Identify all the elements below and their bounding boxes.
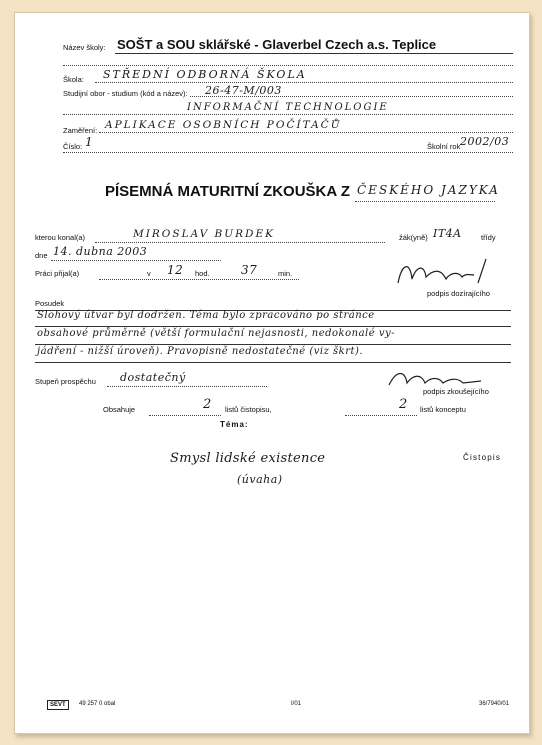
date-underline	[51, 260, 221, 261]
subject-underline	[355, 201, 495, 202]
review-line-3: jádření - nižší úroveň). Pravopisně nedostatečné (viz škrt).	[37, 346, 364, 357]
topic-line-1: Smysl lidské existence	[170, 451, 326, 466]
field-code-underline	[190, 96, 513, 97]
clean-copy-label: Čistopis	[463, 453, 502, 462]
contains-label: Obsahuje	[103, 405, 136, 414]
exam-sheet	[14, 12, 530, 734]
year-value: 2002/03	[460, 135, 510, 148]
hour-label: hod.	[195, 269, 210, 278]
exam-subject: ČESKÉHO JAZYKA	[357, 183, 500, 197]
class-label: žák(yně)	[399, 233, 428, 242]
topic-line-2: (úvaha)	[237, 473, 283, 486]
name-underline	[95, 242, 385, 243]
year-label: Školní rok	[427, 142, 461, 151]
draft-count: 2	[399, 397, 408, 412]
draft-label: listů konceptu	[420, 405, 466, 414]
time-underline	[99, 279, 299, 280]
focus-label: Zaměření:	[63, 126, 98, 135]
review-rule-4	[35, 362, 511, 363]
field-code: 26-47-M/003	[205, 84, 282, 97]
footer-page-ref: I/01	[291, 701, 302, 707]
class-value: IT4A	[433, 227, 462, 240]
examiner-sig-label: podpis zkoušejícího	[423, 387, 489, 396]
hour-value: 12	[167, 263, 184, 277]
date-value: 14. dubna 2003	[53, 245, 148, 258]
topic-label: Téma:	[220, 420, 249, 429]
date-label: dne	[35, 251, 48, 260]
number-label: Číslo:	[63, 142, 83, 151]
number-value: 1	[85, 135, 94, 149]
field-name-underline	[63, 114, 513, 115]
grade-value: dostatečný	[120, 371, 186, 384]
focus-underline	[99, 132, 513, 133]
school-underline	[95, 82, 513, 83]
clean-count-underline	[149, 415, 221, 416]
class-suffix: třídy	[481, 233, 496, 242]
minute-label: min.	[278, 269, 293, 278]
footer-doc-ref: 36/7940/01	[479, 701, 510, 707]
school-name-underline	[115, 53, 513, 54]
received-at: v	[147, 269, 151, 278]
draft-count-underline	[345, 415, 417, 416]
clean-label: listů čistopisu,	[225, 405, 272, 414]
focus-value: APLIKACE OSOBNÍCH POČÍTAČŮ	[105, 119, 342, 131]
clean-count: 2	[203, 397, 212, 412]
school-value: STŘEDNÍ ODBORNÁ ŠKOLA	[103, 68, 307, 81]
review-line-1: Slohový útvar byl dodržen. Téma bylo zpracováno po stránce	[37, 310, 375, 321]
dotted-separator	[63, 65, 513, 66]
grade-underline	[107, 386, 267, 387]
number-underline	[63, 152, 513, 153]
exam-title: PÍSEMNÁ MATURITNÍ ZKOUŠKA Z	[105, 183, 350, 200]
minute-value: 37	[241, 263, 258, 277]
supervisor-signature	[390, 253, 500, 293]
review-rule-3	[35, 344, 511, 345]
field-name: INFORMAČNÍ TECHNOLOGIE	[187, 102, 389, 113]
school-label: Škola:	[63, 75, 84, 84]
school-name-label: Název školy:	[63, 43, 106, 52]
review-rule-2	[35, 326, 511, 327]
school-name-value: SOŠT a SOU sklářské - Glaverbel Czech a.s. Teplice	[117, 37, 437, 52]
student-name: MIROSLAV BURDEK	[133, 228, 275, 240]
review-line-2: obsahové průměrně (větší formulační nejasnosti, nedokonalé vy-	[37, 328, 396, 339]
footer-code: 49 257 0 obal	[79, 701, 116, 707]
review-label: Posudek	[35, 299, 65, 308]
grade-label: Stupeň prospěchu	[35, 377, 96, 386]
received-label: Práci přijal(a)	[35, 269, 80, 278]
brand-logo: SEVT	[47, 700, 69, 710]
field-label: Studijní obor - studium (kód a název):	[63, 89, 188, 98]
taken-by-label: kterou konal(a)	[35, 233, 86, 242]
supervisor-sig-label: podpis dozírajícího	[427, 289, 490, 298]
